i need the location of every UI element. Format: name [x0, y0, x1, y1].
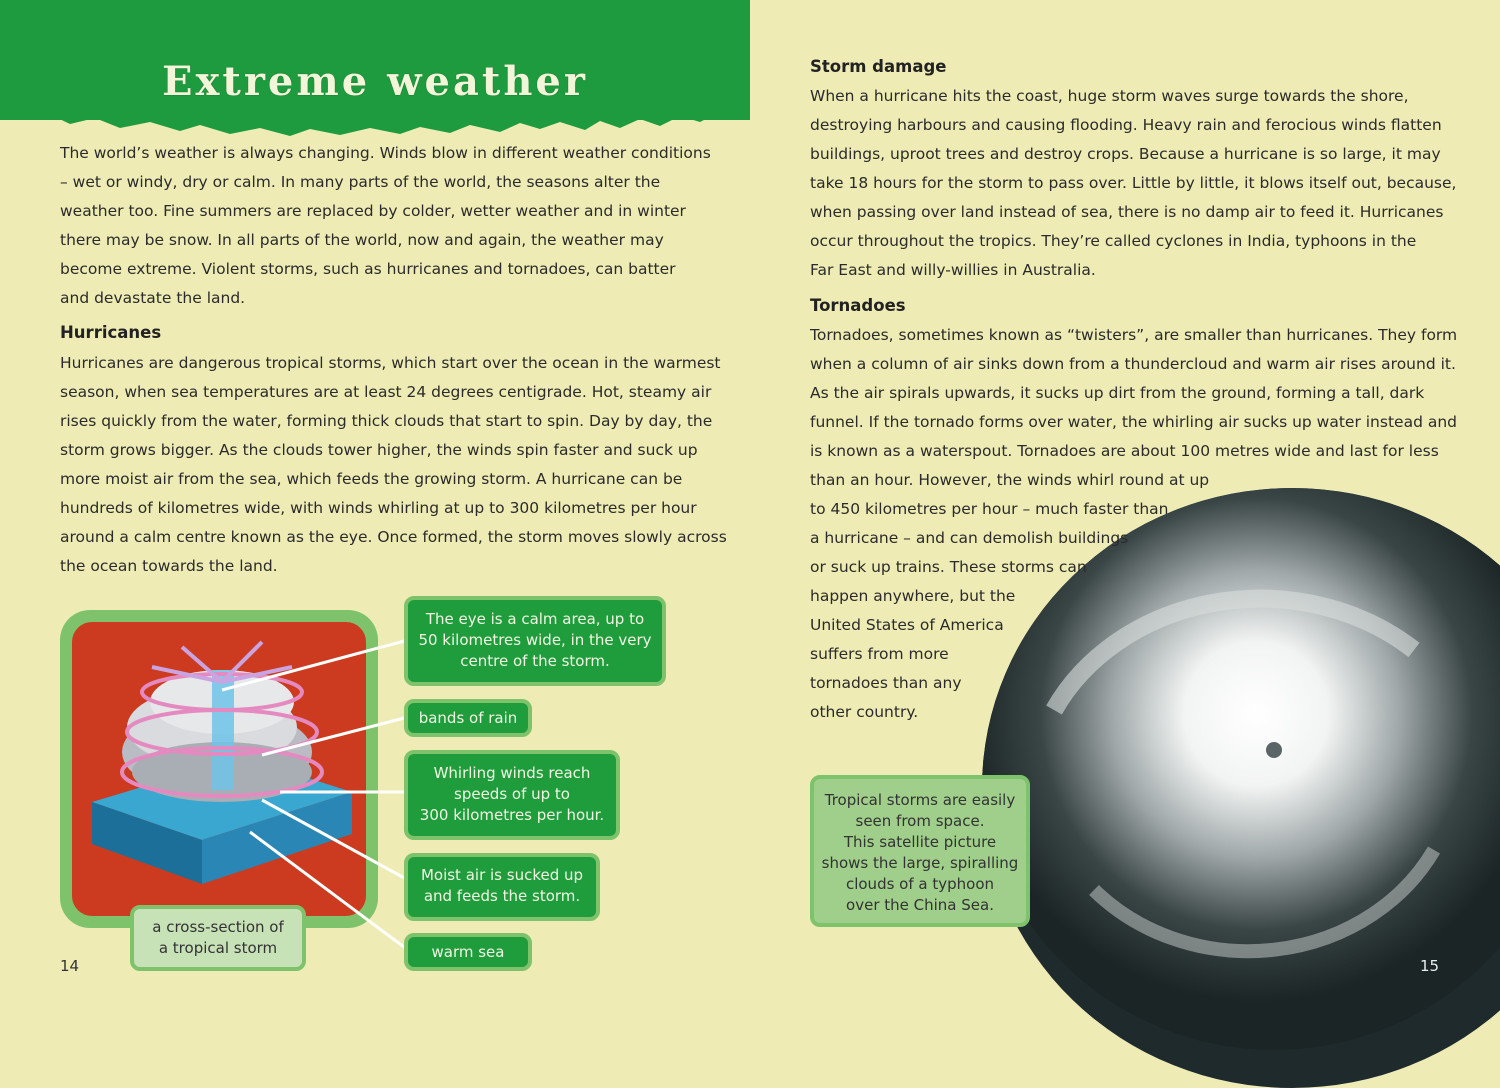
text-line: take 18 hours for the storm to pass over. Little by little, it blows itself out, because,	[810, 174, 1457, 192]
callout-text: centre of the storm.	[460, 652, 610, 670]
text-line: – wet or windy, dry or calm. In many parts of the world, the seasons alter the	[60, 173, 661, 191]
callout-text: bands of rain	[418, 709, 518, 727]
page-number-right: 15	[1420, 957, 1440, 975]
callout-pointer-lines	[0, 0, 750, 1035]
text-line: occur throughout the tropics. They’re called cyclones in India, typhoons in the	[810, 232, 1417, 250]
hurricanes-heading: Hurricanes	[60, 323, 162, 342]
storm-damage-paragraph	[810, 82, 1457, 285]
text-line: than an hour. However, the winds whirl round at up	[810, 471, 1210, 489]
storm-damage-heading: Storm damage	[810, 57, 947, 76]
text-line: season, when sea temperatures are at least 24 degrees centigrade. Hot, steamy air	[60, 383, 712, 401]
text-line: when passing over land instead of sea, there is no damp air to feed it. Hurricanes	[810, 203, 1444, 221]
caption-text: This satellite picture	[843, 833, 997, 851]
text-line: is known as a waterspout. Tornadoes are about 100 metres wide and last for less	[810, 442, 1439, 460]
text-line: around a calm centre known as the eye. Once formed, the storm moves slowly across	[60, 528, 727, 546]
caption-text: Tropical storms are easily	[824, 791, 1016, 809]
text-line: storm grows bigger. As the clouds tower higher, the winds spin faster and suck up	[60, 441, 698, 459]
text-line: The world’s weather is always changing. Winds blow in different weather conditions	[60, 144, 711, 162]
text-line: Far East and willy-willies in Australia.	[810, 261, 1096, 279]
text-line: destroying harbours and causing flooding. Heavy rain and ferocious winds flatten	[810, 116, 1442, 134]
text-line: suffers from more	[810, 645, 949, 663]
text-line: United States of America	[810, 616, 1004, 634]
text-line: Hurricanes are dangerous tropical storms, which start over the ocean in the warmest	[60, 354, 721, 372]
text-line: more moist air from the sea, which feeds the growing storm. A hurricane can be	[60, 470, 683, 488]
text-line: other country.	[810, 703, 919, 721]
page-title: Extreme weather	[162, 58, 588, 105]
text-line: when a column of air sinks down from a thundercloud and warm air rises around it.	[810, 355, 1456, 373]
text-line: rises quickly from the water, forming thick clouds that start to spin. Day by day, the	[60, 412, 713, 430]
callout-text: Moist air is sucked up	[420, 866, 584, 884]
text-line: there may be snow. In all parts of the world, now and again, the weather may	[60, 231, 664, 249]
tornadoes-paragraph	[810, 321, 1458, 727]
text-line: As the air spirals upwards, it sucks up dirt from the ground, forming a tall, dark	[810, 384, 1425, 402]
caption-text: a cross-section of	[152, 918, 284, 936]
text-line: the ocean towards the land.	[60, 557, 278, 575]
callout-rain	[404, 699, 532, 737]
diagram-caption	[130, 905, 306, 971]
callout-winds	[404, 750, 620, 840]
text-line: happen anywhere, but the	[810, 587, 1016, 605]
tornadoes-heading: Tornadoes	[810, 296, 906, 315]
text-line: become extreme. Violent storms, such as hurricanes and tornadoes, can batter	[60, 260, 676, 278]
text-line: a hurricane – and can demolish buildings	[810, 529, 1129, 547]
caption-text: over the China Sea.	[846, 896, 994, 914]
page-number-left: 14	[60, 957, 80, 975]
callout-text: warm sea	[431, 943, 505, 961]
callout-text: Whirling winds reach	[433, 764, 591, 782]
caption-text: a tropical storm	[158, 939, 278, 957]
text-line: Tornadoes, sometimes known as “twisters”, are smaller than hurricanes. They form	[810, 326, 1458, 344]
callout-text: speeds of up to	[454, 785, 570, 803]
callout-moist-air	[404, 853, 600, 921]
caption-text: clouds of a typhoon	[845, 875, 995, 893]
callout-text: and feeds the storm.	[423, 887, 581, 905]
text-line: weather too. Fine summers are replaced by colder, wetter weather and in winter	[60, 202, 686, 220]
caption-text: shows the large, spiralling	[821, 854, 1019, 872]
callout-text: The eye is a calm area, up to	[425, 610, 645, 628]
text-line: When a hurricane hits the coast, huge storm waves surge towards the shore,	[810, 87, 1409, 105]
callout-warm-sea	[404, 933, 532, 971]
callout-text: 300 kilometres per hour.	[419, 806, 605, 824]
text-line: funnel. If the tornado forms over water, the whirling air sucks up water instead and	[810, 413, 1457, 431]
text-line: or suck up trains. These storms can	[810, 558, 1087, 576]
text-line: and devastate the land.	[60, 289, 246, 307]
text-line: buildings, uproot trees and destroy crops. Because a hurricane is so large, it may	[810, 145, 1441, 163]
callout-text: 50 kilometres wide, in the very	[418, 631, 652, 649]
text-line: to 450 kilometres per hour – much faster than	[810, 500, 1169, 518]
photo-caption	[810, 775, 1030, 927]
text-line: hundreds of kilometres wide, with winds whirling at up to 300 kilometres per hour	[60, 499, 697, 517]
text-line: tornadoes than any	[810, 674, 962, 692]
caption-text: seen from space.	[855, 812, 985, 830]
callout-eye	[404, 596, 666, 686]
